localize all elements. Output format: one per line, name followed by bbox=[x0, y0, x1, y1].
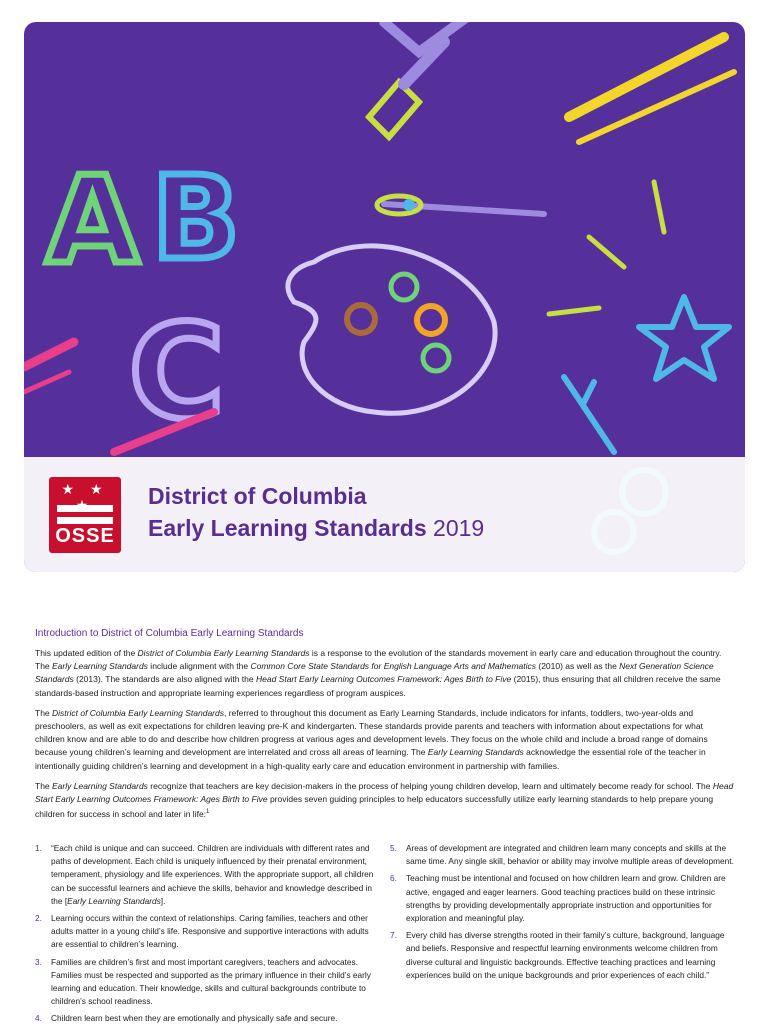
list-item: 7. Every child has diverse strengths rooted in their family’s culture, background, language and beliefs. Responsive and respectful learning environments welcome children from diverse cultural and linguistic backgrounds. Effective teaching practices and learning experiences build on the unique backgrounds and prior experiences of each child.” bbox=[390, 930, 725, 980]
principles-right-column bbox=[390, 842, 735, 986]
principles-left-column bbox=[35, 842, 380, 1030]
list-item: 2. Learning occurs within the context of relationships. Caring families, teachers and other adults matter in a young child’s life. Responsive and supportive interactions with adults are essential to children’s learning. bbox=[35, 913, 369, 950]
intro-paragraph-2: The District of Columbia Early Learning Standards, referred to throughout this document as Early Learning Standards, include indicators for infants, toddlers, two-year-olds and preschoolers, as well as exit expectations for children leaving pre-K and kindergarten. These standards provide parents and teachers with information about expectations for what children know and are able to do and describe how children progress at various ages and development levels. They focus on the whole child and include a broad range of domains because young children’s learning and development are interrelated and cross all areas of learning. The Early Learning Standards acknowledge the essential role of the teacher in intentionally guiding children’s learning and development in a high-quality early care and education environment in partnership with families. bbox=[35, 707, 708, 771]
intro-section bbox=[35, 628, 735, 828]
document-title-line2 bbox=[148, 515, 484, 542]
glue-bottle-icon bbox=[369, 22, 474, 137]
art-letter-b: B bbox=[152, 152, 240, 286]
list-item: 3. Families are children’s first and most important caregivers, teachers and advocates. Families must be respected and supported as the primary influence in their child’s early learning and education. Their knowledge, skills and cultural backgrounds contribute to children’s school readiness. bbox=[35, 956, 371, 1007]
paintbrush-icon bbox=[377, 196, 544, 214]
list-item: 6. Teaching must be intentional and focused on how children learn and grow. Children are active, engaged and eager learners. Good teaching practices build on these intrinsic strengths by providing developmentally appropriate instruction and opportunities for exploration and meaningful play. bbox=[390, 873, 726, 924]
list-item: 5. Areas of development are integrated and children learn many concepts and skills at the same time. Any single skill, behavior or ability may involve multiple areas of development. bbox=[390, 843, 734, 867]
title-band bbox=[24, 457, 745, 572]
logo-stripe bbox=[57, 505, 113, 512]
osse-logo bbox=[49, 477, 121, 553]
document-title-line1: District of Columbia bbox=[148, 483, 367, 509]
footnote-ref: 1 bbox=[206, 809, 210, 816]
sparkle-decoration bbox=[549, 182, 664, 314]
intro-paragraph-1: This updated edition of the District of Columbia Early Learning Standards is a response to the evolution of the standards movement in early care and education throughout the country. The Early Learning Standards include alignment with the Common Core State Standards for English Language Arts and Mathematics (2010) as well as the Next Generation Science Standards (2013). The standards are also aligned with the Head Start Early Learning Outcomes Framework: Ages Birth to Five (2015), thus ensuring that all children receive the same standards-based instruction and appropriate learning experiences regardless of program auspices. bbox=[35, 648, 722, 698]
pencil-icon bbox=[569, 37, 734, 142]
intro-paragraph-3: The Early Learning Standards recognize that teachers are key decision-makers in the process of helping young children develop, learn and ultimately become ready for school. The Head Start Early Learning Outcomes Framework: Ages Birth to Five provides seven guiding principles to help educators successfully utilize early learning standards to help prepare young children for success in school and later in life:$^1$ bbox=[35, 780, 734, 820]
art-letter-a: A bbox=[46, 152, 139, 291]
paint-palette-icon bbox=[288, 246, 495, 413]
list-item: 4. Children learn best when they are emotionally and physically safe and secure. bbox=[35, 1013, 338, 1024]
cover-banner bbox=[24, 22, 745, 572]
logo-text: OSSE bbox=[55, 525, 115, 547]
logo-stripe bbox=[57, 517, 113, 524]
art-letter-c: C bbox=[129, 296, 225, 448]
section-heading: Introduction to District of Columbia Early Learning Standards bbox=[35, 628, 304, 639]
document-year: 2019 bbox=[433, 515, 485, 541]
document-title-main: Early Learning Standards bbox=[148, 515, 427, 541]
star-icon bbox=[639, 297, 729, 379]
logo-stars: ★ ★ bbox=[61, 481, 109, 497]
list-item: 1. “Each child is unique and can succeed. Children are individuals with different rates and paths of development. Each child is uniquely influenced by their prenatal environment, temperament, physiology and life experiences. With the appropriate support, all children can be successful learners and achieve the skills, behavior and knowledge described in the [Early Learning Standards]. bbox=[35, 843, 374, 906]
